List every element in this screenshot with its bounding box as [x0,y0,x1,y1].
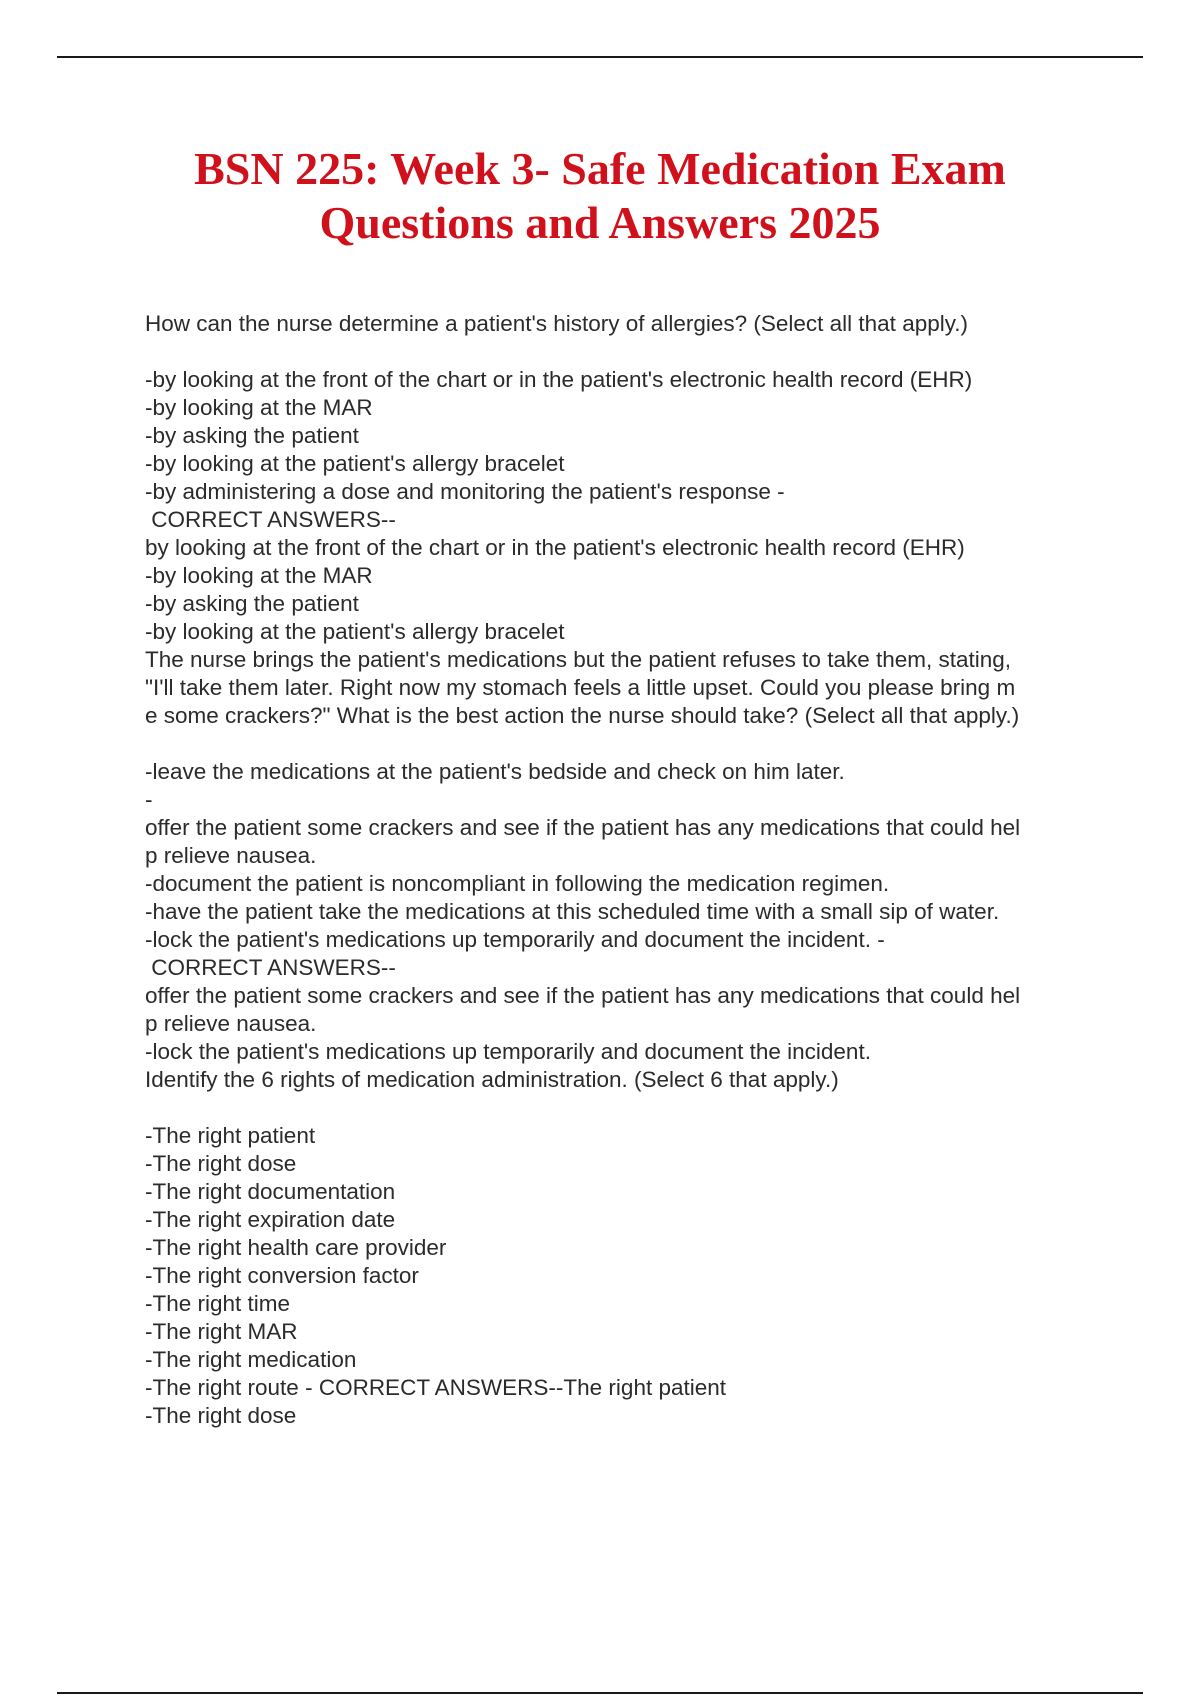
text-line: -The right expiration date [145,1207,396,1232]
text-line: -The right time [145,1291,291,1316]
title-line-1: BSN 225: Week 3- Safe Medication Exam [194,143,1006,194]
bottom-rule [57,1692,1143,1694]
text-line: -leave the medications at the patient's bedside and check on him later. [145,759,845,784]
text-line: e some crackers?" What is the best action the nurse should take? (Select all that apply.) [145,703,1020,728]
text-line: CORRECT ANSWERS-- [145,507,396,532]
text-line: -lock the patient's medications up temporarily and document the incident. [145,1039,871,1064]
text-line: -by asking the patient [145,423,359,448]
text-line: Identify the 6 rights of medication administration. (Select 6 that apply.) [145,1067,839,1092]
text-line: offer the patient some crackers and see if the patient has any medications that could hel [145,983,1021,1008]
text-line: by looking at the front of the chart or in the patient's electronic health record (EHR) [145,535,965,560]
paragraph-gap [145,730,1095,758]
document-body [145,310,1095,1430]
top-rule [57,56,1143,58]
text-line: -The right route - CORRECT ANSWERS--The right patient [145,1375,727,1400]
text-line: -The right medication [145,1347,357,1372]
text-line: -by looking at the MAR [145,395,373,420]
text-line: -by looking at the patient's allergy bracelet [145,451,565,476]
text-line: offer the patient some crackers and see if the patient has any medications that could hel [145,815,1021,840]
text-line: -The right health care provider [145,1235,447,1260]
text-line: CORRECT ANSWERS-- [145,955,396,980]
text-line: -by asking the patient [145,591,359,616]
paragraph-gap [145,1094,1095,1122]
document-title [100,142,1100,250]
text-line: The nurse brings the patient's medications but the patient refuses to take them, stating, [145,647,1012,672]
paragraph-gap [145,338,1095,366]
text-line: -by looking at the patient's allergy bracelet [145,619,565,644]
text-line: -The right documentation [145,1179,396,1204]
text-line: p relieve nausea. [145,1011,317,1036]
text-line: -The right dose [145,1403,297,1428]
text-line: -document the patient is noncompliant in following the medication regimen. [145,871,890,896]
text-line: -The right dose [145,1151,297,1176]
text-line: -The right conversion factor [145,1263,419,1288]
text-line: -by administering a dose and monitoring the patient's response - [145,479,785,504]
text-line: -The right patient [145,1123,316,1148]
text-line: -by looking at the MAR [145,563,373,588]
question-text: How can the nurse determine a patient's history of allergies? (Select all that apply.) [145,311,969,336]
title-line-2: Questions and Answers 2025 [319,197,881,248]
text-line: -The right MAR [145,1319,298,1344]
text-line: -have the patient take the medications at this scheduled time with a small sip of water. [145,899,1000,924]
text-line: -by looking at the front of the chart or in the patient's electronic health record (EHR) [145,367,973,392]
text-line: p relieve nausea. [145,843,317,868]
text-line: -lock the patient's medications up temporarily and document the incident. - [145,927,885,952]
text-line: "I'll take them later. Right now my stomach feels a little upset. Could you please bring m [145,675,1016,700]
text-line: - [145,787,153,812]
